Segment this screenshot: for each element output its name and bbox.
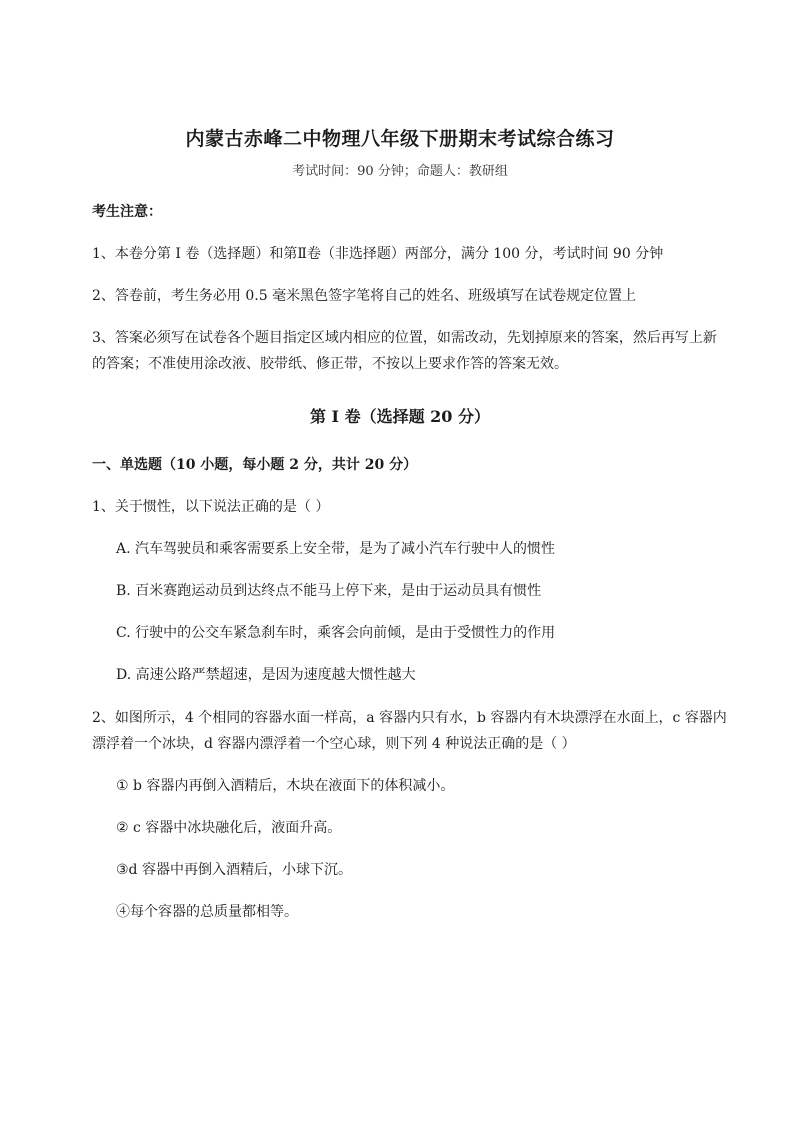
question-2-stem: 2、如图所示，4 个相同的容器水面一样高，a 容器内只有水，b 容器内有木块漂浮在水面上，c 容器内 [92, 710, 727, 726]
page-title: 内蒙古赤峰二中物理八年级下册期末考试综合练习 [185, 128, 615, 150]
question-2-statement-4: ④每个容器的总质量都相等。 [116, 904, 298, 920]
notice-item-2: 2、答卷前，考生务必用 0.5 毫米黑色签字笔将自己的姓名、班级填写在试卷规定位置上 [92, 288, 637, 304]
notice-item-3: 3、答案必须写在试卷各个题目指定区域内相应的位置，如需改动，先划掉原来的答案，然后再写上新 [92, 330, 717, 346]
question-1-option-c: C. 行驶中的公交车紧急刹车时，乘客会向前倾，是由于受惯性力的作用 [116, 625, 556, 641]
notice-item-1: 1、本卷分第 I 卷（选择题）和第Ⅱ卷（非选择题）两部分，满分 100 分，考试时间 90 分钟 [92, 246, 664, 262]
question-1-stem: 1、关于惯性，以下说法正确的是（ ） [92, 499, 330, 515]
question-1-option-d: D. 高速公路严禁超速，是因为速度越大惯性越大 [116, 667, 416, 683]
notice-heading: 考生注意： [92, 204, 162, 220]
exam-info-subtitle: 考试时间：90 分钟；命题人：教研组 [292, 164, 508, 179]
part-heading: 一、单选题（10 小题，每小题 2 分，共计 20 分） [92, 457, 418, 473]
question-2-statement-1: ① b 容器内再倒入酒精后，木块在液面下的体积减小。 [116, 778, 455, 794]
question-2-statement-2: ② c 容器中冰块融化后，液面升高。 [116, 820, 342, 836]
section-title: 第 I 卷（选择题 20 分） [309, 407, 491, 426]
notice-item-3-continued: 的答案；不准使用涂改液、胶带纸、修正带，不按以上要求作答的答案无效。 [92, 356, 568, 372]
question-2-statement-3: ③d 容器中再倒入酒精后，小球下沉。 [116, 862, 352, 878]
question-1-option-a: A. 汽车驾驶员和乘客需要系上安全带，是为了减小汽车行驶中人的惯性 [116, 541, 556, 557]
question-1-option-b: B. 百米赛跑运动员到达终点不能马上停下来，是由于运动员具有惯性 [116, 583, 542, 599]
question-2-stem-continued: 漂浮着一个冰块，d 容器内漂浮着一个空心球，则下列 4 种说法正确的是（ ） [92, 736, 576, 752]
